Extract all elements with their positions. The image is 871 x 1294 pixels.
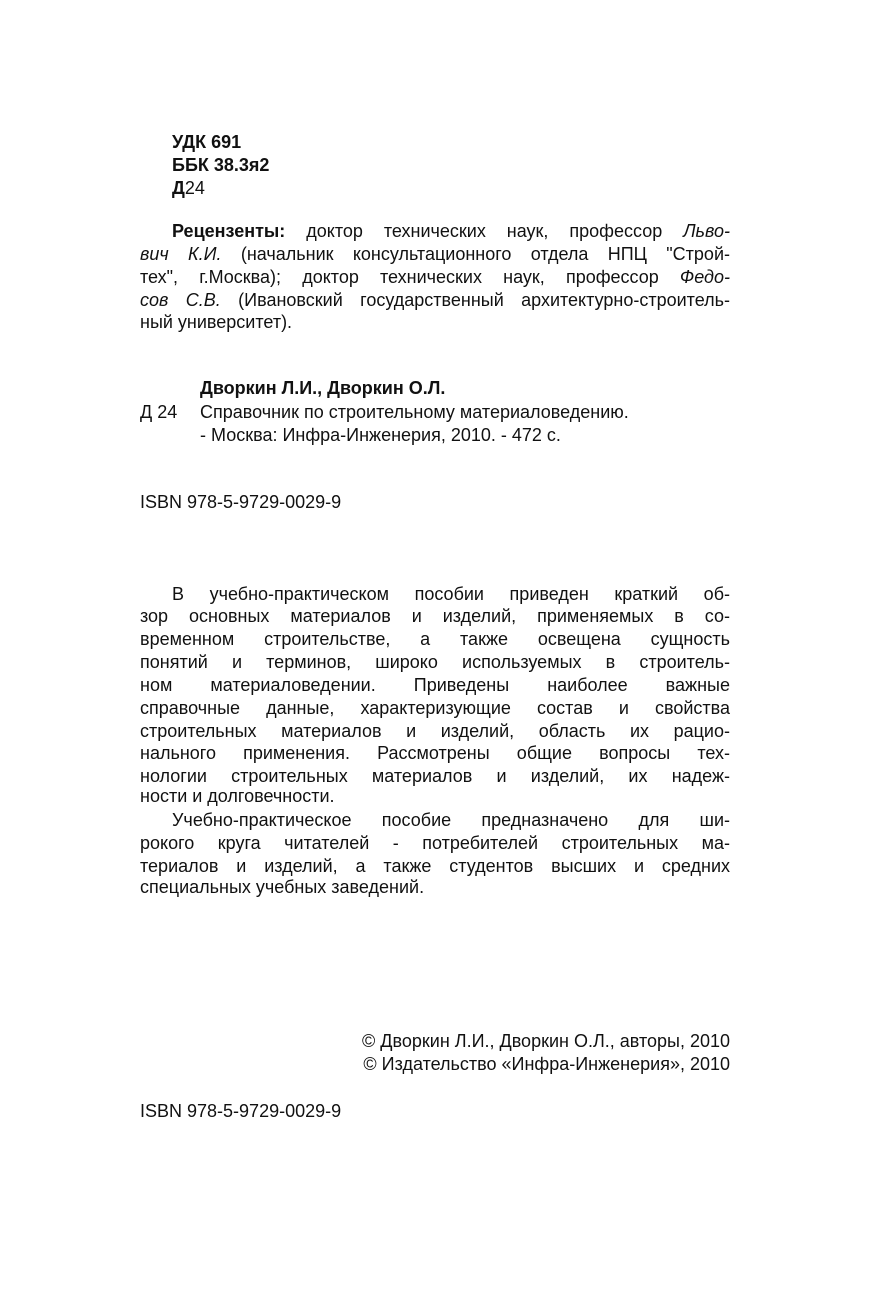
reviewers-label: Рецензенты: (172, 221, 286, 241)
abstract-line: строительных материалов и изделий, область их рацио- (140, 721, 730, 741)
abstract-line: понятий и терминов, широко используемых в строитель- (140, 652, 730, 672)
reviewer-name: Федо- (679, 267, 730, 287)
reviewers-text: тех", г.Москва); доктор технических наук, профессор (140, 267, 680, 287)
abstract-line: ности и долговечности. (140, 786, 335, 806)
abstract-line: зор основных материалов и изделий, применяемых в со- (140, 606, 730, 626)
bbk-code: ББК 38.3я2 (172, 155, 270, 175)
abstract-line: нологии строительных материалов и изделий, их надеж- (140, 766, 730, 786)
reviewers-text: (Ивановский государственный архитектурно-строитель- (220, 290, 730, 310)
abstract-line: Учебно-практическое пособие предназначено для ши- (172, 810, 730, 830)
reviewers-text: доктор технических наук, профессор (285, 221, 684, 241)
abstract-line: специальных учебных заведений. (140, 877, 425, 897)
abstract-line: ном материаловедении. Приведены наиболее важные (140, 675, 730, 695)
author-mark (172, 178, 205, 199)
reviewers-line (140, 289, 730, 311)
abstract-line: справочные данные, характеризующие состав и свойства (140, 698, 730, 718)
catalog-imprint: - Москва: Инфра-Инженерия, 2010. - 472 с. (200, 425, 561, 445)
abstract-line: временном строительстве, а также освещена сущность (140, 629, 730, 649)
copyright-publisher: © Издательство «Инфра-Инженерия», 2010 (363, 1054, 730, 1074)
reviewers-line (140, 266, 730, 288)
reviewers-text: (начальник консультационного отдела НПЦ "Строй- (221, 244, 730, 264)
abstract-line: нального применения. Рассмотрены общие вопросы тех- (140, 743, 730, 763)
catalog-authors: Дворкин Л.И., Дворкин О.Л. (200, 378, 446, 398)
reviewers-line: ный университет). (140, 312, 293, 332)
isbn-top: ISBN 978-5-9729-0029-9 (140, 492, 342, 512)
abstract-line: териалов и изделий, а также студентов высших и средних (140, 856, 730, 876)
reviewers-line (172, 220, 730, 242)
reviewer-name: вич К.И. (140, 244, 222, 264)
reviewer-name: Льво- (683, 221, 730, 241)
catalog-code: Д 24 (140, 402, 178, 422)
author-mark-letter: Д (172, 178, 185, 198)
copyright-authors: © Дворкин Л.И., Дворкин О.Л., авторы, 2010 (362, 1031, 730, 1051)
reviewer-name: сов С.В. (140, 290, 221, 310)
reviewers-line (140, 243, 730, 265)
abstract-line: В учебно-практическом пособии приведен краткий об- (172, 584, 730, 604)
author-mark-number: 24 (184, 178, 205, 198)
isbn-bottom: ISBN 978-5-9729-0029-9 (140, 1101, 342, 1121)
udk-code: УДК 691 (172, 132, 242, 152)
catalog-title: Справочник по строительному материаловедению. (200, 402, 629, 422)
abstract-line: рокого круга читателей - потребителей строительных ма- (140, 833, 730, 853)
